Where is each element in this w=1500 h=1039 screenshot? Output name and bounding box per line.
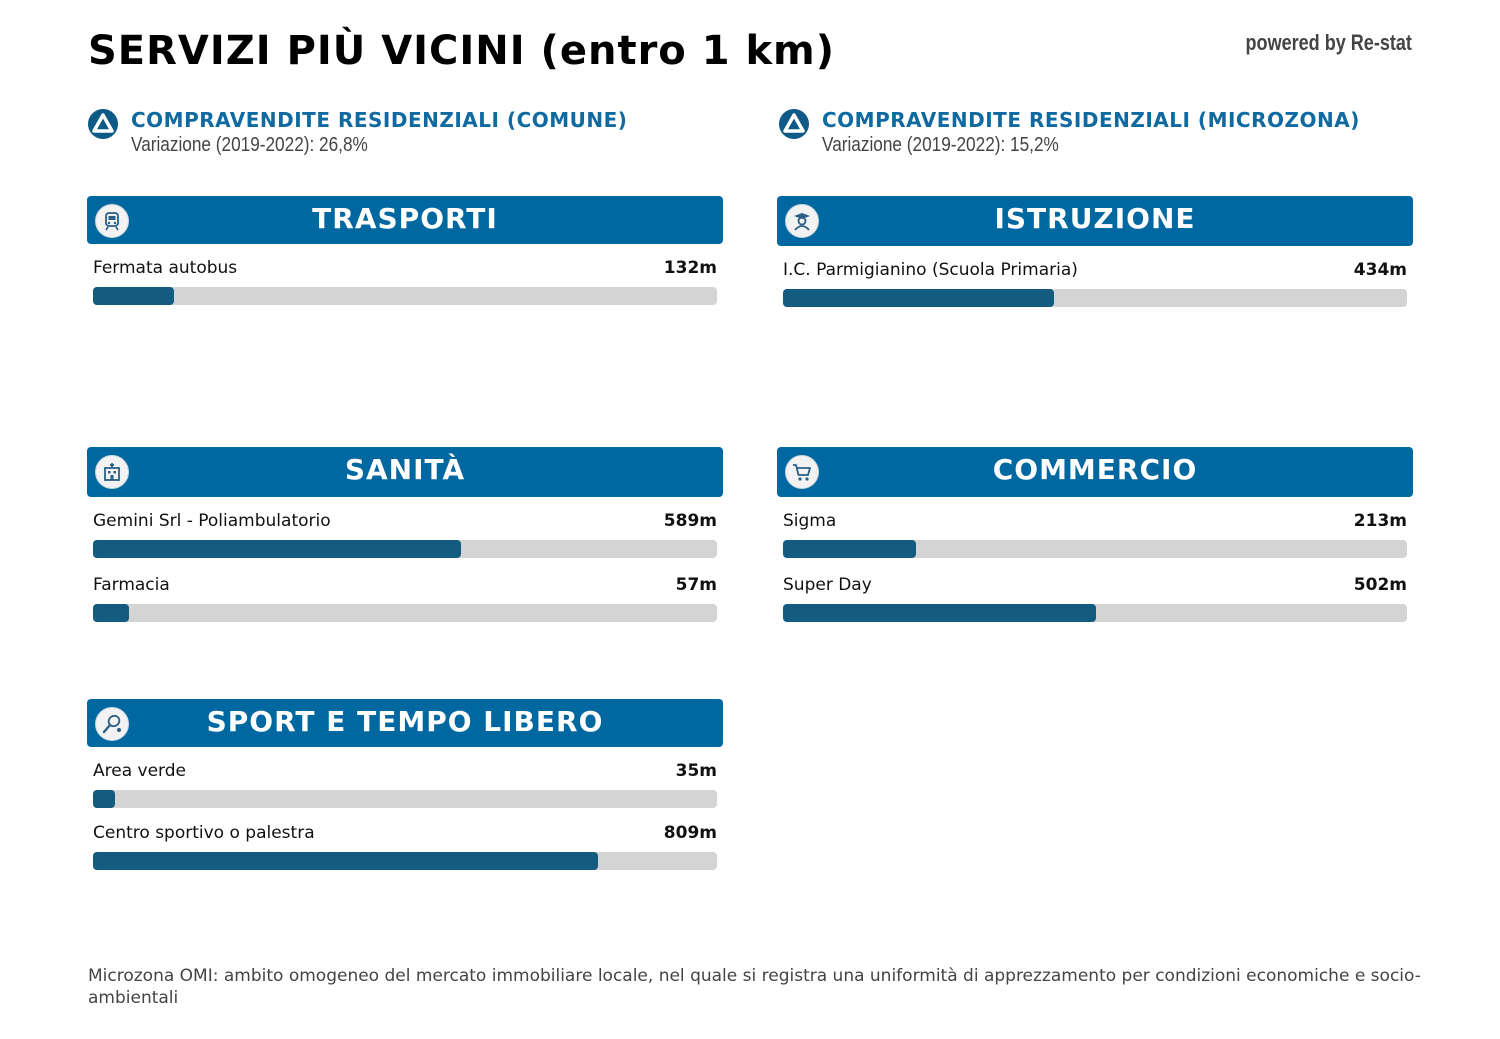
section-title: SPORT E TEMPO LIBERO — [206, 705, 604, 738]
stat-subtitle: Variazione (2019-2022): 26,8% — [131, 134, 368, 156]
distance-bar-fill — [783, 289, 1054, 307]
service-distance: 132m — [663, 258, 717, 278]
section-trasporti — [87, 196, 723, 308]
list-item — [783, 246, 1407, 310]
distance-bar — [783, 540, 1407, 558]
distance-bar-fill — [93, 852, 598, 870]
triangle-up-icon — [779, 109, 809, 139]
triangle-up-icon — [88, 109, 118, 139]
distance-bar — [93, 604, 717, 622]
stat-subtitle: Variazione (2019-2022): 15,2% — [822, 134, 1059, 156]
list-item — [93, 244, 717, 308]
service-distance: 57m — [675, 575, 717, 595]
section-title: SANITÀ — [344, 453, 466, 486]
distance-bar — [93, 540, 717, 558]
list-item — [93, 497, 717, 561]
service-name: Fermata autobus — [93, 258, 238, 278]
page-title: SERVIZI PIÙ VICINI (entro 1 km) — [88, 28, 836, 74]
distance-bar-fill — [93, 287, 174, 305]
service-name: Super Day — [783, 575, 872, 595]
service-distance: 213m — [1353, 511, 1407, 531]
section-title: ISTRUZIONE — [994, 202, 1196, 235]
section-header — [777, 196, 1413, 246]
distance-bar — [783, 289, 1407, 307]
distance-bar-fill — [783, 540, 916, 558]
distance-bar — [93, 287, 717, 305]
distance-bar-fill — [93, 540, 461, 558]
section-header — [87, 447, 723, 497]
distance-bar — [93, 852, 717, 870]
service-name: Centro sportivo o palestra — [93, 823, 315, 843]
service-distance: 35m — [675, 761, 717, 781]
list-item — [783, 561, 1407, 625]
distance-bar-fill — [93, 604, 129, 622]
distance-bar — [93, 790, 717, 808]
section-commercio — [777, 447, 1413, 625]
service-name: Area verde — [93, 761, 186, 781]
service-name: Sigma — [783, 511, 837, 531]
service-distance: 502m — [1353, 575, 1407, 595]
section-istruzione — [777, 196, 1413, 310]
stat-title: COMPRAVENDITE RESIDENZIALI (MICROZONA) — [822, 108, 1360, 132]
powered-by-label: powered by Re-stat — [1245, 30, 1412, 55]
section-header — [777, 447, 1413, 497]
section-title: COMMERCIO — [992, 453, 1198, 486]
distance-bar-fill — [783, 604, 1096, 622]
stat-title: COMPRAVENDITE RESIDENZIALI (COMUNE) — [131, 108, 628, 132]
section-header — [87, 699, 723, 747]
service-distance: 809m — [663, 823, 717, 843]
section-header — [87, 196, 723, 244]
footnote: Microzona OMI: ambito omogeneo del mercato immobiliare locale, nel quale si registra una uniformità di apprezzamento per condizioni economiche e socio-ambientali — [88, 966, 1421, 1008]
list-item — [783, 497, 1407, 561]
list-item — [93, 747, 717, 809]
service-name: Gemini Srl - Poliambulatorio — [93, 511, 331, 531]
service-distance: 434m — [1353, 260, 1407, 280]
section-sport — [87, 699, 723, 873]
list-item — [93, 809, 717, 873]
service-name: I.C. Parmigianino (Scuola Primaria) — [783, 260, 1078, 280]
section-sanita — [87, 447, 723, 625]
distance-bar — [783, 604, 1407, 622]
distance-bar-fill — [93, 790, 115, 808]
service-name: Farmacia — [93, 575, 170, 595]
section-title: TRASPORTI — [312, 202, 498, 235]
list-item — [93, 561, 717, 625]
service-distance: 589m — [663, 511, 717, 531]
